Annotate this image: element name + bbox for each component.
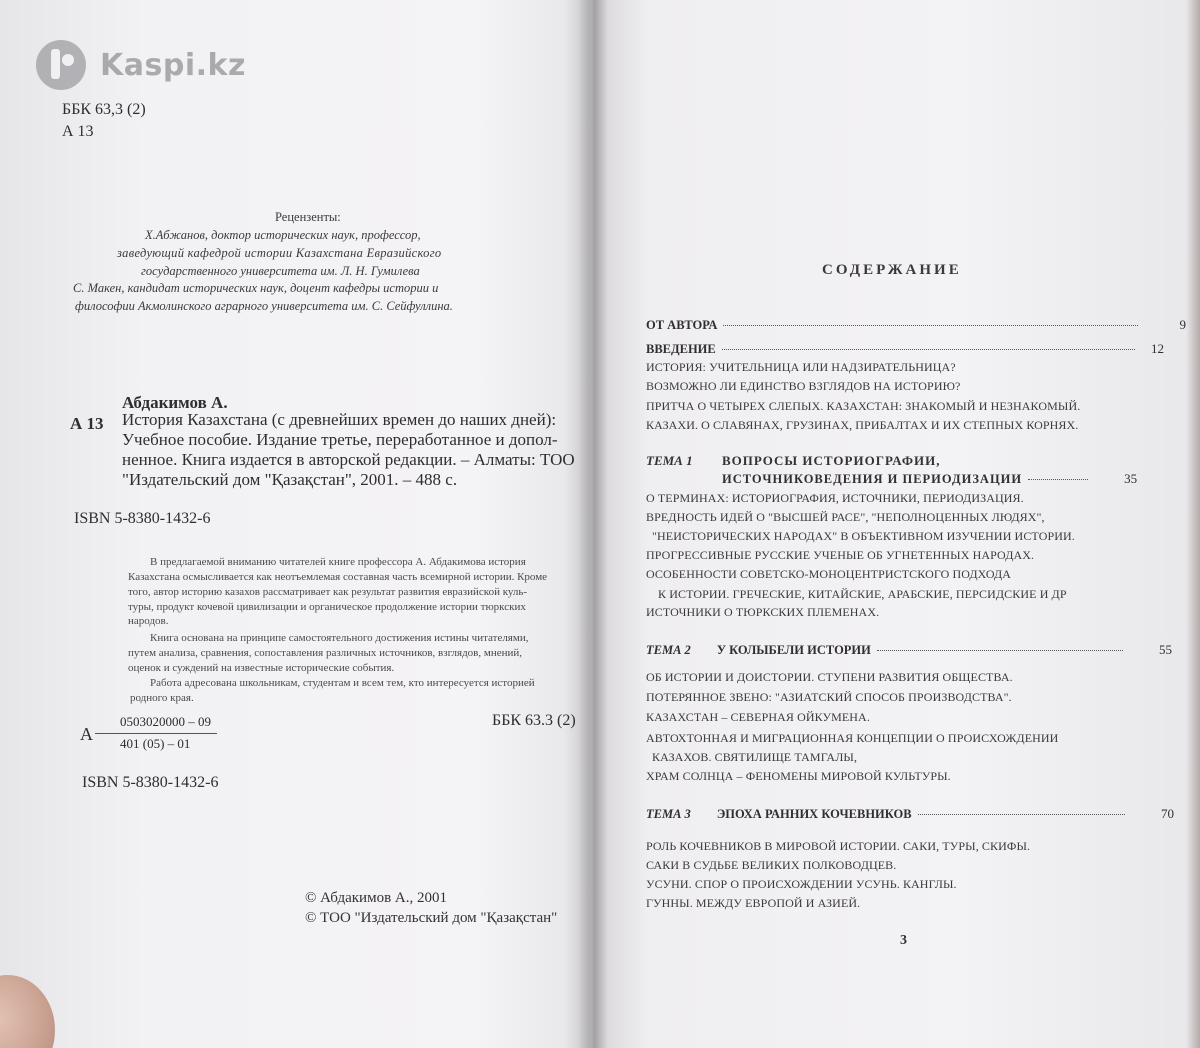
left-page [0, 0, 590, 1048]
toc-entry-label: ВВЕДЕНИЕ [646, 342, 716, 356]
biblio-line: "Издательский дом "Қазақстан", 2001. – 488 с. [122, 470, 458, 489]
toc-entry-label: ОТ АВТОРА [646, 318, 718, 332]
annotation-line: Работа адресована школьникам, студентам и всем тем, кто интересуется историей [150, 677, 535, 689]
toc-page-number: 35 [1124, 471, 1138, 486]
page-number: 3 [900, 933, 907, 948]
index-denominator: 401 (05) – 01 [120, 736, 191, 751]
toc-topic-number: ТЕМА 2 [646, 643, 691, 657]
reviewer-line: Х.Абжанов, доктор исторических наук, профессор, [145, 228, 421, 242]
toc-dot-leader [918, 814, 1125, 815]
toc-subtopic: К ИСТОРИИ. ГРЕЧЕСКИЕ, КИТАЙСКИЕ, АРАБСКИЕ, ПЕРСИДСКИЕ И ДР [658, 587, 1067, 601]
bbk-top: ББК 63,3 (2) [62, 101, 146, 118]
kaspi-logo-icon [36, 40, 86, 90]
index-numerator: 0503020000 – 09 [120, 714, 211, 729]
isbn-1: ISBN 5-8380-1432-6 [74, 510, 211, 527]
toc-subtopic: КАЗАХСТАН – СЕВЕРНАЯ ОЙКУМЕНА. [646, 710, 870, 724]
toc-dot-leader [723, 325, 1137, 326]
toc-subtopic: ХРАМ СОЛНЦА – ФЕНОМЕНЫ МИРОВОЙ КУЛЬТУРЫ. [646, 769, 951, 783]
toc-page-number: 55 [1159, 642, 1172, 657]
toc-subtopic: АВТОХТОННАЯ И МИГРАЦИОННАЯ КОНЦЕПЦИИ О ПРОИСХОЖДЕНИИ [646, 731, 1059, 745]
index-fraction-rule [95, 733, 217, 734]
code-side: А 13 [70, 414, 104, 433]
reviewer-line: заведующий кафедрой истории Казахстана Евразийского [117, 246, 442, 260]
toc-page-number: 9 [1179, 317, 1186, 332]
toc-title: СОДЕРЖАНИЕ [822, 262, 962, 278]
copyright-author: © Абдакимов А., 2001 [305, 890, 447, 906]
watermark-text: Kaspi.kz [100, 47, 246, 83]
toc-topic-title: ВОПРОСЫ ИСТОРИОГРАФИИ, [722, 453, 941, 468]
toc-subtopic: ПОТЕРЯННОЕ ЗВЕНО: "АЗИАТСКИЙ СПОСОБ ПРОИЗВОДСТВА". [646, 690, 1012, 704]
toc-entry-topic-3 [646, 806, 1174, 822]
toc-subtopic: ИСТОЧНИКИ О ТЮРКСКИХ ПЛЕМЕНАХ. [646, 605, 880, 619]
toc-subtopic: ВОЗМОЖНО ЛИ ЕДИНСТВО ВЗГЛЯДОВ НА ИСТОРИЮ? [646, 379, 961, 393]
toc-topic-number: ТЕМА 3 [646, 807, 691, 821]
reviewer-line: философии Акмолинского аграрного университета им. С. Сейфуллина. [75, 299, 453, 313]
toc-entry-topic-2 [646, 642, 1172, 658]
biblio-line: История Казахстана (с древнейших времен до наших дней): [122, 410, 557, 429]
toc-subtopic: ПРОГРЕССИВНЫЕ РУССКИЕ УЧЕНЫЕ ОБ УГНЕТЕННЫХ НАРОДАХ. [646, 548, 1035, 562]
annotation-line: Казахстана осмысливается как неотъемлемая составная часть всемирной истории. Кроме [128, 571, 548, 583]
toc-entry-intro [646, 341, 1164, 357]
reviewers-title: Рецензенты: [275, 210, 341, 224]
toc-subtopic: КАЗАХИ. О СЛАВЯНАХ, ГРУЗИНАХ, ПРИБАЛТАХ И ИХ СТЕПНЫХ КОРНЯХ. [646, 418, 1079, 432]
toc-dot-leader [1028, 479, 1088, 480]
toc-page-number: 12 [1151, 341, 1164, 356]
annotation-line: народов. [128, 615, 169, 627]
annotation-line: Книга основана на принципе самостоятельного достижения истины читателями, [150, 632, 529, 644]
right-page [600, 0, 1200, 1048]
biblio-line: ненное. Книга издается в авторской редакции. – Алматы: ТОО [122, 450, 575, 469]
toc-subtopic: ОСОБЕННОСТИ СОВЕТСКО-МОНОЦЕНТРИСТСКОГО ПОДХОДА [646, 567, 1012, 581]
toc-topic-title: У КОЛЫБЕЛИ ИСТОРИИ [716, 643, 871, 657]
toc-subtopic: КАЗАХОВ. СВЯТИЛИЩЕ ТАМГАЛЫ, [652, 750, 858, 764]
toc-dot-leader [722, 349, 1135, 350]
copyright-publisher: © ТОО "Издательский дом "Қазақстан" [305, 910, 558, 926]
code-top: А 13 [62, 123, 94, 140]
toc-subtopic: ВРЕДНОСТЬ ИДЕЙ О "ВЫСШЕЙ РАСЕ", "НЕПОЛНОЦЕННЫХ ЛЮДЯХ", [646, 510, 1045, 524]
annotation-line: путем анализа, сравнения, сопоставления различных источников, взглядов, мнений, [128, 647, 523, 659]
annotation-line: оценок и суждений на известные исторические события. [128, 662, 395, 674]
toc-subtopic: ГУННЫ. МЕЖДУ ЕВРОПОЙ И АЗИЕЙ. [646, 896, 861, 910]
toc-page-number: 70 [1161, 806, 1174, 821]
toc-subtopic: УСУНИ. СПОР О ПРОИСХОЖДЕНИИ УСУНЬ. КАНГЛЫ. [646, 877, 957, 891]
reviewer-line: С. Макен, кандидат исторических наук, доцент кафедры истории и [73, 281, 439, 295]
toc-subtopic: ОБ ИСТОРИИ И ДОИСТОРИИ. СТУПЕНИ РАЗВИТИЯ ОБЩЕСТВА. [646, 670, 1013, 684]
toc-entry-from-author [646, 317, 1186, 333]
isbn-2: ISBN 5-8380-1432-6 [82, 774, 219, 791]
toc-subtopic: ПРИТЧА О ЧЕТЫРЕХ СЛЕПЫХ. КАЗАХСТАН: ЗНАКОМЫЙ И НЕЗНАКОМЫЙ. [646, 399, 1081, 413]
author-name: Абдакимов А. [122, 393, 228, 412]
biblio-line: Учебное пособие. Издание третье, переработанное и допол- [122, 430, 558, 449]
toc-topic-title: ИСТОЧНИКОВЕДЕНИЯ И ПЕРИОДИЗАЦИИ [722, 472, 1023, 486]
toc-entry-topic-1 [722, 471, 1164, 487]
reviewer-line: государственного университета им. Л. Н. Гумилева [141, 264, 420, 278]
toc-subtopic: "НЕИСТОРИЧЕСКИХ НАРОДАХ" В ОБЪЕКТИВНОМ ИЗУЧЕНИИ ИСТОРИИ. [652, 529, 1075, 543]
toc-topic-number: ТЕМА 1 [646, 453, 693, 468]
toc-subtopic: ИСТОРИЯ: УЧИТЕЛЬНИЦА ИЛИ НАДЗИРАТЕЛЬНИЦА? [646, 360, 956, 374]
toc-subtopic: О ТЕРМИНАХ: ИСТОРИОГРАФИЯ, ИСТОЧНИКИ, ПЕРИОДИЗАЦИЯ. [646, 491, 1024, 505]
index-letter: А [80, 724, 93, 744]
bbk-bottom: ББК 63.3 (2) [492, 712, 576, 729]
annotation-line: В предлагаемой вниманию читателей книге профессора А. Абдакимова история [150, 556, 526, 568]
annotation-line: туры, продукт кочевой цивилизации и органическое продолжение истории тюркских [128, 601, 526, 613]
annotation-line: того, автор историю казахов рассматривает как результат развития евразийской куль- [128, 586, 528, 598]
annotation-line: родного края. [130, 692, 194, 704]
toc-topic-title: ЭПОХА РАННИХ КОЧЕВНИКОВ [716, 807, 912, 821]
toc-subtopic: САКИ В СУДЬБЕ ВЕЛИКИХ ПОЛКОВОДЦЕВ. [646, 858, 897, 872]
kaspi-watermark [36, 40, 246, 90]
toc-dot-leader [877, 650, 1123, 651]
toc-subtopic: РОЛЬ КОЧЕВНИКОВ В МИРОВОЙ ИСТОРИИ. САКИ, ТУРЫ, СКИФЫ. [646, 839, 1031, 853]
